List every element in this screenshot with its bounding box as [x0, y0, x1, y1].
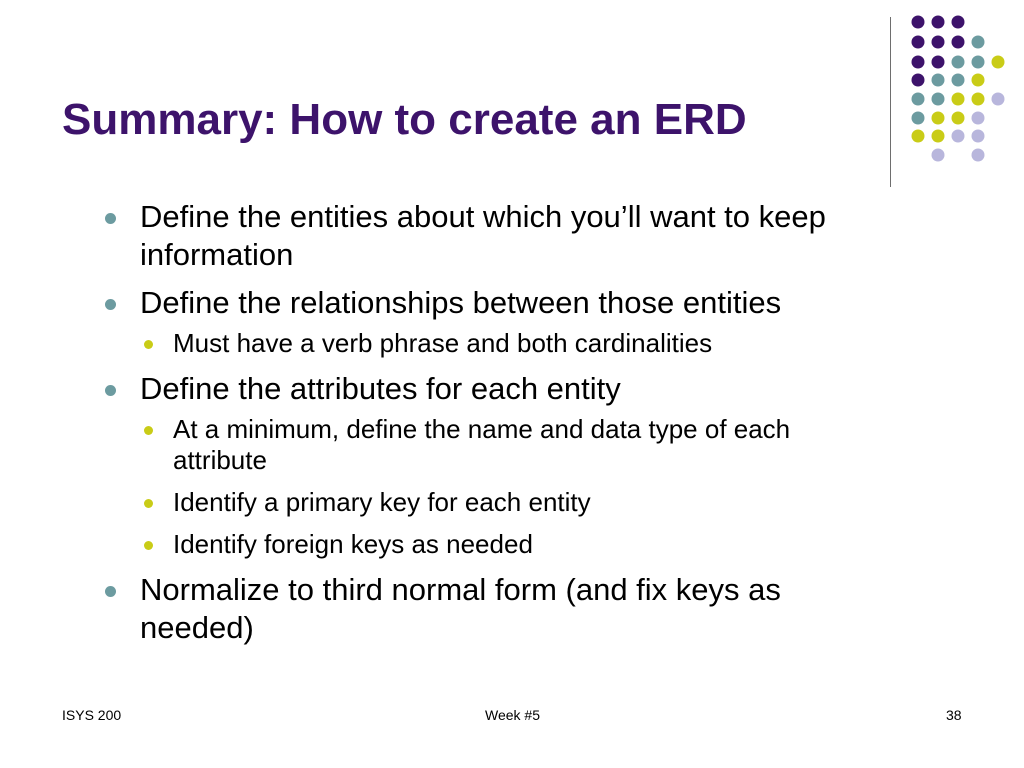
decorative-dot	[972, 56, 985, 69]
decorative-dot	[972, 112, 985, 125]
bullet-dot-icon	[105, 385, 116, 396]
decorative-dot	[972, 36, 985, 49]
sub-bullet-text: Identify foreign keys as needed	[173, 529, 533, 559]
decorative-dot	[952, 93, 965, 106]
sub-bullet-item	[140, 529, 930, 560]
sub-bullet-text: At a minimum, define the name and data type of each attribute	[173, 414, 791, 475]
bullet-text: Normalize to third normal form (and fix keys as needed)	[140, 572, 781, 645]
sub-bullet-dot-icon	[144, 340, 153, 349]
decorative-dot	[912, 16, 925, 29]
sub-bullet-text: Identify a primary key for each entity	[173, 487, 591, 517]
slide-title: Summary: How to create an ERD	[62, 95, 747, 144]
decorative-dot	[932, 74, 945, 87]
decorative-dot	[972, 74, 985, 87]
decorative-dot	[932, 149, 945, 162]
title-divider-line	[890, 17, 891, 187]
decorative-dot	[952, 36, 965, 49]
bullet-item	[100, 284, 930, 359]
footer-week: Week #5	[485, 707, 540, 723]
sub-bullet-item	[140, 414, 930, 476]
footer-page-number: 38	[946, 707, 962, 723]
bullet-text: Define the attributes for each entity	[140, 371, 621, 406]
sub-bullet-item	[140, 487, 930, 518]
bullet-dot-icon	[105, 299, 116, 310]
decorative-dot	[952, 112, 965, 125]
decorative-dot	[932, 36, 945, 49]
decorative-dot	[932, 130, 945, 143]
decorative-dot	[932, 56, 945, 69]
bullet-dot-icon	[105, 586, 116, 597]
sub-bullet-list	[140, 414, 930, 560]
decorative-dot	[932, 16, 945, 29]
decorative-dot	[912, 56, 925, 69]
sub-bullet-text: Must have a verb phrase and both cardinalities	[173, 328, 713, 358]
decorative-dot	[912, 112, 925, 125]
decorative-dot	[972, 149, 985, 162]
decorative-dot	[952, 16, 965, 29]
decorative-dot	[972, 93, 985, 106]
footer-course: ISYS 200	[62, 707, 122, 723]
decorative-dot	[932, 93, 945, 106]
bullet-item	[100, 198, 930, 274]
sub-bullet-dot-icon	[144, 499, 153, 508]
bullet-text: Define the relationships between those entities	[140, 285, 782, 320]
decorative-dot	[912, 130, 925, 143]
decorative-dot	[992, 93, 1005, 106]
bullet-item	[100, 571, 930, 647]
bullet-list	[100, 198, 930, 657]
decorative-dot	[912, 74, 925, 87]
bullet-dot-icon	[105, 213, 116, 224]
sub-bullet-item	[140, 328, 930, 359]
decorative-dot	[932, 112, 945, 125]
decorative-dot	[992, 56, 1005, 69]
bullet-item	[100, 370, 930, 560]
bullet-text: Define the entities about which you’ll want to keep information	[140, 199, 826, 272]
decorative-dot	[952, 56, 965, 69]
decorative-dot	[972, 130, 985, 143]
sub-bullet-dot-icon	[144, 426, 153, 435]
decorative-dot	[912, 36, 925, 49]
decorative-dot	[952, 74, 965, 87]
sub-bullet-list	[140, 328, 930, 359]
decorative-dot	[912, 93, 925, 106]
decorative-dot	[952, 130, 965, 143]
sub-bullet-dot-icon	[144, 541, 153, 550]
